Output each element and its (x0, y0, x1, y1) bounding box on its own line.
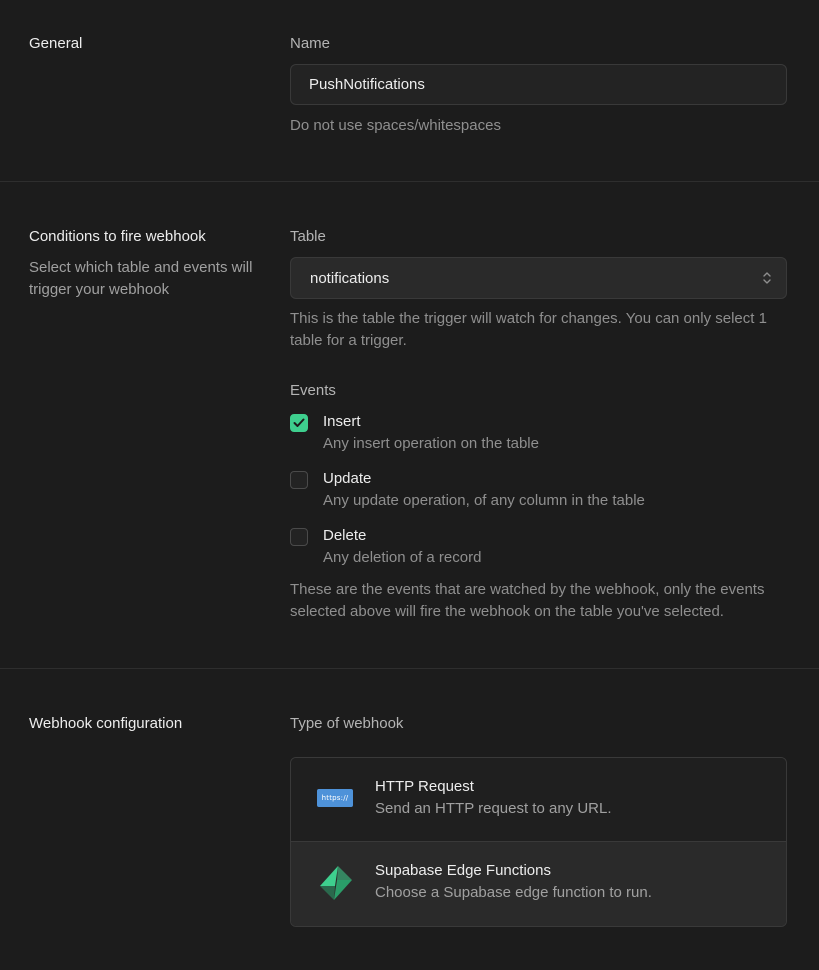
event-update-description: Any update operation, of any column in the table (323, 492, 645, 509)
conditions-section-description: Select which table and events will trigger your webhook (29, 259, 253, 298)
webhook-option-http-request[interactable] (291, 758, 786, 842)
conditions-section-title: Conditions to fire webhook (29, 228, 206, 245)
events-label: Events (290, 382, 336, 399)
event-insert (290, 412, 790, 456)
general-section (0, 0, 819, 182)
name-label: Name (290, 35, 331, 52)
supabase-bolt-icon (317, 865, 355, 906)
general-section-title: General (29, 35, 83, 52)
webhook-type-label: Type of webhook (290, 715, 404, 732)
chevron-up-down-icon (762, 269, 772, 291)
event-delete (290, 526, 790, 570)
event-insert-title: Insert (323, 413, 361, 430)
event-delete-title: Delete (323, 527, 367, 544)
webhook-option-edge-title: Supabase Edge Functions (375, 862, 551, 879)
table-select[interactable] (290, 257, 787, 299)
webhook-type-options (290, 757, 787, 927)
webhook-config-section-title: Webhook configuration (29, 715, 183, 732)
webhook-option-http-title: HTTP Request (375, 778, 474, 795)
table-select-value: notifications (310, 269, 390, 287)
name-input[interactable] (290, 64, 787, 105)
event-update-checkbox[interactable] (290, 471, 308, 489)
event-insert-checkbox[interactable] (290, 414, 308, 432)
check-icon (293, 418, 305, 428)
event-update-title: Update (323, 470, 372, 487)
webhook-option-edge-functions[interactable] (291, 842, 786, 926)
table-help-text: This is the table the trigger will watch for changes. You can only select 1 table for a trigger. (290, 310, 767, 349)
event-update (290, 469, 790, 513)
name-help-text: Do not use spaces/whitespaces (290, 117, 501, 134)
conditions-section (0, 182, 819, 669)
table-label: Table (290, 228, 326, 245)
event-delete-checkbox[interactable] (290, 528, 308, 546)
webhook-option-http-description: Send an HTTP request to any URL. (375, 800, 612, 817)
event-insert-description: Any insert operation on the table (323, 435, 539, 452)
events-help-text: These are the events that are watched by the webhook, only the events selected above will fire the webhook on the table you've selected. (290, 581, 765, 620)
event-delete-description: Any deletion of a record (323, 549, 482, 566)
https-badge-icon: https:// (317, 789, 353, 807)
webhook-option-edge-description: Choose a Supabase edge function to run. (375, 884, 652, 901)
webhook-config-section (0, 669, 819, 970)
